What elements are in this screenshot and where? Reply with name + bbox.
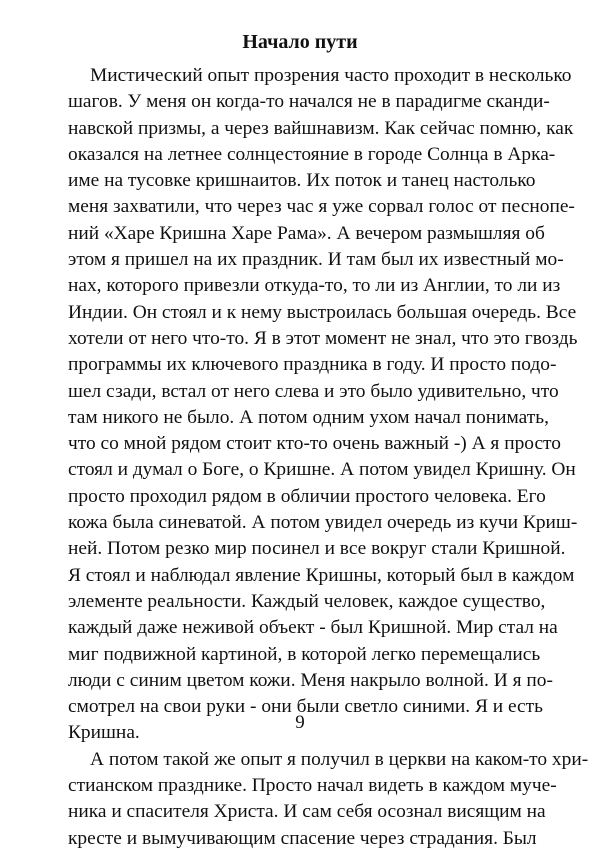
text-line: Индии. Он стоял и к нему выстроилась большая очередь. Все: [68, 301, 577, 323]
text-line: стианском празднике. Просто начал видеть в каждом муче-: [68, 775, 557, 797]
text-line: оказался на летнее солнцестояние в городе Солнца в Арка-: [68, 143, 556, 165]
text-line: люди с синим цветом кожи. Меня накрыло волной. И я по-: [68, 669, 553, 691]
text-line: этом я пришел на их праздник. И там был их известный мо-: [68, 249, 564, 271]
chapter-title: Начало пути: [242, 31, 358, 53]
text-line: кресте и вымучивающим спасение через страдания. Был: [68, 827, 537, 849]
text-line: Кришна.: [68, 722, 140, 744]
text-line: Я стоял и наблюдал явление Кришны, который был в каждом: [68, 564, 575, 586]
text-line: ника и спасителя Христа. И сам себя осознал висящим на: [68, 801, 546, 823]
text-line: ний «Харе Кришна Харе Рама». А вечером размышляя об: [68, 222, 545, 244]
text-line: шагов. У меня он когда-то начался не в парадигме сканди-: [68, 91, 550, 113]
text-line: хотели от него что-то. Я в этот момент не знал, что это гвоздь: [68, 327, 578, 349]
text-line: элементе реальности. Каждый человек, каждое существо,: [68, 590, 546, 612]
text-line: Мистический опыт прозрения часто проходит в несколько: [90, 65, 572, 86]
text-line: ней. Потом резко мир посинел и все вокруг стали Кришной.: [68, 538, 566, 560]
text-line: смотрел на свои руки - они были светло синими. Я и есть: [68, 696, 543, 718]
text-line: там никого не было. А потом одним ухом начал понимать,: [68, 406, 549, 428]
text-line: име на тусовке кришнаитов. Их поток и танец настолько: [68, 170, 536, 192]
text-line: навской призмы, а через вайшнавизм. Как сейчас помню, как: [68, 117, 574, 139]
text-line: программы их ключевого праздника в году. И просто подо-: [68, 354, 557, 376]
text-line: стоял и думал о Боге, о Кришне. А потом увидел Кришну. Он: [68, 459, 576, 481]
text-line: нах, которого привезли откуда-то, то ли из Англии, то ли из: [68, 275, 561, 297]
paragraph-1: [68, 63, 578, 747]
text-line: шел сзади, встал от него слева и это было удивительно, что: [68, 380, 559, 402]
paragraph-2: [68, 747, 589, 852]
text-line: что со мной рядом стоит кто-то очень важный -) А я просто: [68, 433, 561, 455]
text-line: А потом такой же опыт я получил в церкви на каком-то хри-: [90, 748, 589, 770]
text-line: миг подвижной картиной, в которой легко перемещались: [68, 643, 541, 665]
text-line: каждый даже неживой объект - был Кришной. Мир стал на: [68, 617, 558, 639]
text-line: просто проходил рядом в обличии простого человека. Его: [68, 485, 546, 507]
page-number: 9: [295, 712, 305, 733]
text-line: меня захватили, что через час я уже сорвал голос от песнопе-: [68, 196, 575, 218]
text-line: кожа была синеватой. А потом увидел очередь из кучи Криш-: [68, 512, 578, 534]
